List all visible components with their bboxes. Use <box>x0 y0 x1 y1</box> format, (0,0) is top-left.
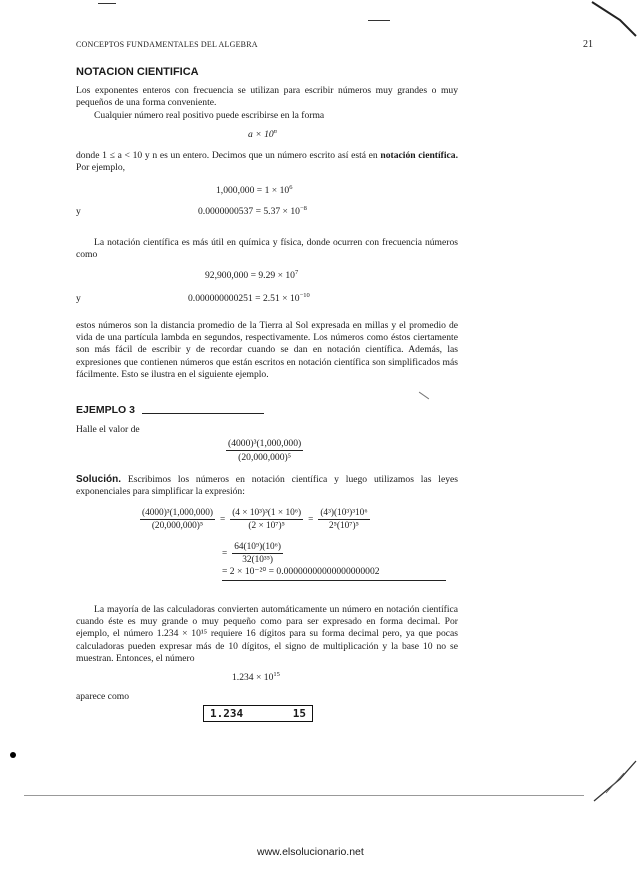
definition-text: donde 1 ≤ a < 10 y n es un entero. Decimos que un número escrito así está en <box>76 150 381 161</box>
equation-exponent: 7 <box>294 268 299 276</box>
number-text: 1.234 × 10 <box>232 672 274 683</box>
application-paragraph <box>76 237 458 261</box>
equals-sign: = <box>308 514 314 525</box>
step2-denominator: (2 × 10⁷)⁵ <box>248 521 285 531</box>
scan-mark-top <box>98 3 116 4</box>
definition-paragraph <box>76 150 458 174</box>
display-mantissa: 1.234 <box>210 707 244 720</box>
example-end-rule <box>222 580 446 581</box>
step4-denominator: 32(10³⁵) <box>242 555 274 565</box>
corner-scan-mark-bottom-right <box>592 755 638 805</box>
equation-exponent: −10 <box>299 291 310 299</box>
form-exponent: n <box>273 127 277 135</box>
solution-step-1 <box>140 508 370 531</box>
solution-label: Solución. <box>76 474 121 485</box>
ex-right-mark <box>419 392 429 400</box>
appears-as-text: aparece como <box>76 691 129 702</box>
scan-mark-top-right <box>368 20 390 21</box>
calculator-display <box>203 705 313 722</box>
example-equation-1 <box>216 185 292 196</box>
solution-result: = 2 × 10⁻²⁰ = 0.00000000000000000002 <box>222 566 380 577</box>
running-header: CONCEPTOS FUNDAMENTALES DEL ALGEBRA <box>76 40 258 49</box>
definition-term: notación científica. <box>380 150 458 161</box>
scientific-form <box>248 129 277 140</box>
step2-numerator: (4 × 10³)³(1 × 10⁶) <box>232 508 302 518</box>
explanation-paragraph: estos números son la distancia promedio de la Tierra al Sol expresada en millas y el promedio de vida de una partícula lambda en segundos, respectivamente. Los números como éstos ciertamente son más fácil de escribir y de recordar cuando se dan en notación científica. Además, las expresiones que contienen números que están escritos en notación científica son simplificados más fácilmente. Esto se ilustra en el siguiente ejemplo. <box>76 320 458 380</box>
conjunction-y-1: y <box>76 206 81 217</box>
calculator-number <box>232 672 280 683</box>
calculator-paragraph: La mayoría de las calculadoras convierten automáticamente un número en notación científica cuando éste es muy grande o muy pequeño como para ser expresado en forma decimal. Por ejemplo, el número 1.234 × 10¹⁵ requiere 16 dígitos para su forma decimal pero, ya que pocas calculadoras pueden expresar más de 10 dígitos, el signo de multiplicación y la base 10 no se muestran. Entonces, el número <box>76 604 458 664</box>
bullet-dot <box>10 752 16 758</box>
intro-paragraph-2: Cualquier número real positivo puede escribirse en la forma <box>94 110 325 121</box>
step4-numerator: 64(10⁹)(10⁶) <box>234 542 282 552</box>
equation-exponent: 6 <box>289 183 293 191</box>
equation-text: 0.000000000251 = 2.51 × 10 <box>188 293 300 304</box>
application-text: La notación científica es más útil en química y física, donde ocurren con frecuencia números como <box>76 237 458 261</box>
number-exponent: 15 <box>273 670 280 678</box>
equation-exponent: −8 <box>299 204 307 212</box>
footer-url[interactable]: www.elsolucionario.net <box>257 846 364 858</box>
conjunction-y-2: y <box>76 293 81 304</box>
step3-numerator: (4³)(10³)³10⁶ <box>320 508 368 518</box>
solution-step-2 <box>222 542 283 565</box>
display-exponent: 15 <box>292 707 306 720</box>
step1-denominator: (20,000,000)⁵ <box>151 521 204 531</box>
solution-paragraph <box>76 474 458 498</box>
example-equation-3 <box>205 270 298 281</box>
example-label: EJEMPLO 3 <box>76 404 135 416</box>
example-equation-2 <box>198 206 307 217</box>
equation-text: 0.0000000537 = 5.37 × 10 <box>198 206 300 217</box>
step3-denominator: 2⁵(10⁷)⁵ <box>329 521 359 531</box>
section-title: NOTACION CIENTIFICA <box>76 66 199 78</box>
equation-text: 1,000,000 = 1 × 10 <box>216 185 290 196</box>
corner-scan-mark-top-right <box>590 0 638 40</box>
example-expression <box>226 438 303 463</box>
expression-numerator: (4000)³(1,000,000) <box>228 438 302 449</box>
example-equation-4 <box>188 293 310 304</box>
page-number: 21 <box>583 39 593 50</box>
step1-numerator: (4000)³(1,000,000) <box>142 508 213 518</box>
equation-text: 92,900,000 = 9.29 × 10 <box>205 270 295 281</box>
definition-tail: Por ejemplo, <box>76 162 126 174</box>
bottom-scan-line <box>24 795 584 796</box>
equals-sign: = <box>222 548 228 559</box>
example-prompt: Halle el valor de <box>76 424 140 435</box>
expression-denominator: (20,000,000)⁵ <box>238 452 292 463</box>
form-base: a × 10 <box>248 129 274 140</box>
intro-paragraph: Los exponentes enteros con frecuencia se utilizan para escribir números muy grandes o muy pequeños de una forma conveniente. <box>76 85 458 109</box>
example-label-rule <box>142 413 264 414</box>
solution-text: Escribimos los números en notación científica y luego utilizamos las leyes exponenciales para simplificar la expresión: <box>76 474 458 498</box>
equals-sign: = <box>219 514 226 525</box>
